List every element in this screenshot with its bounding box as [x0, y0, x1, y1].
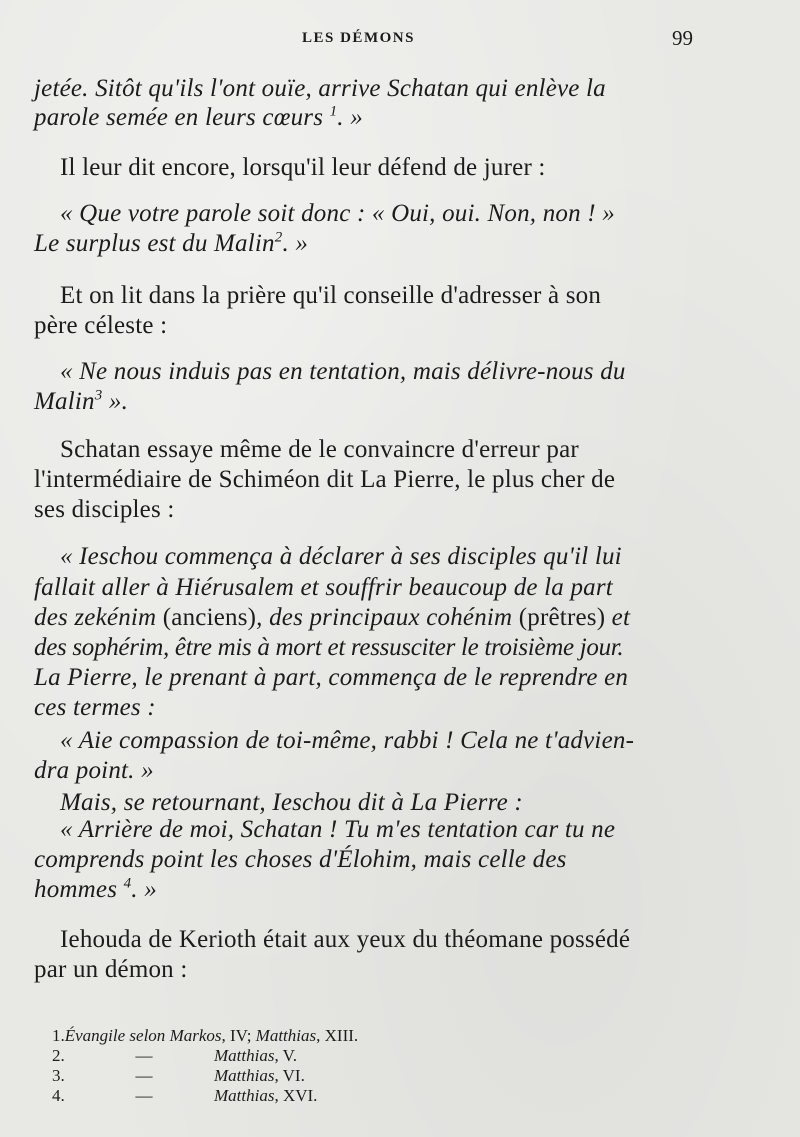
- footnote-ref: , IV;: [221, 1026, 256, 1045]
- footnote-book: Matthias: [214, 1086, 275, 1105]
- paragraph-line: Et on lit dans la prière qu'il conseille d'adresser à son: [60, 282, 602, 309]
- quote-line: « Ieschou commença à déclarer à ses disciples qu'il lui: [60, 543, 622, 570]
- footnote-ref: , XVI.: [274, 1086, 318, 1105]
- footnote-ref: , XIII.: [316, 1026, 359, 1045]
- text-run: . »: [131, 876, 157, 903]
- paragraph-line: [34, 103, 363, 133]
- footnote-ref: , VI.: [274, 1066, 305, 1085]
- text-run: (anciens): [162, 604, 257, 631]
- text-run: Malin: [34, 388, 95, 415]
- running-title: LES DÉMONS: [302, 30, 415, 46]
- footnote: [52, 1086, 317, 1105]
- footnote: [52, 1026, 358, 1045]
- text-run: . »: [282, 230, 309, 257]
- paragraph-line: jetée. Sitôt qu'ils l'ont ouïe, arrive Schatan qui enlève la: [34, 75, 606, 102]
- footnote-dash: —: [135, 1046, 153, 1065]
- footnote-dash: —: [135, 1086, 153, 1105]
- footnote-book: Matthias: [214, 1046, 275, 1065]
- quote-line: comprends point les choses d'Élohim, mais celle des: [34, 846, 567, 873]
- paragraph-line: ses disciples :: [34, 496, 175, 523]
- footnote-marker: 1: [329, 103, 338, 120]
- quote-line: « Que votre parole soit donc : « Oui, oui. Non, non ! »: [60, 200, 615, 227]
- footnote-dash: —: [135, 1066, 153, 1085]
- footnote-book: Markos: [169, 1026, 222, 1045]
- footnote-text: Évangile selon: [64, 1026, 170, 1045]
- paragraph-line: Iehouda de Kerioth était aux yeux du théomane possédé: [60, 926, 631, 953]
- quote-line: ces termes :: [34, 694, 156, 721]
- footnote-number: 1.: [52, 1026, 65, 1045]
- footnote-marker: 3: [94, 387, 103, 404]
- quote-line: « Aie compassion de toi-même, rabbi ! Cela ne t'advien-: [60, 727, 635, 754]
- paragraph-line: par un démon :: [34, 956, 188, 983]
- text-run: , des principaux cohénim: [256, 604, 519, 631]
- text-run: hommes: [34, 876, 124, 903]
- text-run: ».: [102, 388, 129, 415]
- paragraph-line: l'intermédiaire de Schiméon dit La Pierre, le plus cher de: [34, 466, 616, 493]
- footnote: [52, 1066, 305, 1085]
- paragraph-line: Mais, se retournant, Ieschou dit à La Pierre :: [60, 789, 523, 816]
- quote-line: fallait aller à Hiérusalem et souffrir beaucoup de la part: [34, 574, 613, 601]
- quote-line: « Ne nous induis pas en tentation, mais délivre-nous du: [60, 358, 626, 385]
- text-run: des zekénim: [34, 604, 163, 631]
- footnote: [52, 1046, 297, 1065]
- quote-line: [34, 603, 630, 633]
- footnote-number: 2.: [52, 1046, 65, 1065]
- quote-line: des sophérim, être mis à mort et ressusciter le troisième jour.: [34, 634, 624, 661]
- quote-line: [34, 387, 128, 417]
- text-run: parole semée en leurs cœurs: [34, 104, 330, 131]
- quote-line: [34, 875, 157, 905]
- text-run: et: [605, 604, 631, 631]
- text-run: . »: [337, 104, 363, 131]
- footnote-number: 3.: [52, 1066, 65, 1085]
- footnote-number: 4.: [52, 1086, 65, 1105]
- footnote-marker: 2: [274, 229, 283, 246]
- quote-line: « Arrière de moi, Schatan ! Tu m'es tentation car tu ne: [60, 816, 616, 843]
- footnote-book: Matthias: [214, 1066, 275, 1085]
- footnote-ref: , V.: [274, 1046, 297, 1065]
- quote-line: [34, 229, 308, 259]
- footnote-marker: 4: [123, 875, 132, 892]
- page-number: 99: [672, 26, 693, 50]
- footnote-book: Matthias: [255, 1026, 317, 1045]
- paragraph-line: Schatan essaye même de le convaincre d'erreur par: [60, 436, 579, 463]
- text-run: Le surplus est du Malin: [34, 230, 275, 257]
- paragraph-line: Il leur dit encore, lorsqu'il leur défend de jurer :: [60, 154, 546, 181]
- text-run: (prêtres): [518, 604, 606, 631]
- quote-line: dra point. »: [34, 757, 154, 784]
- paragraph-line: père céleste :: [34, 312, 168, 339]
- quote-line: La Pierre, le prenant à part, commença de le reprendre en: [34, 664, 629, 691]
